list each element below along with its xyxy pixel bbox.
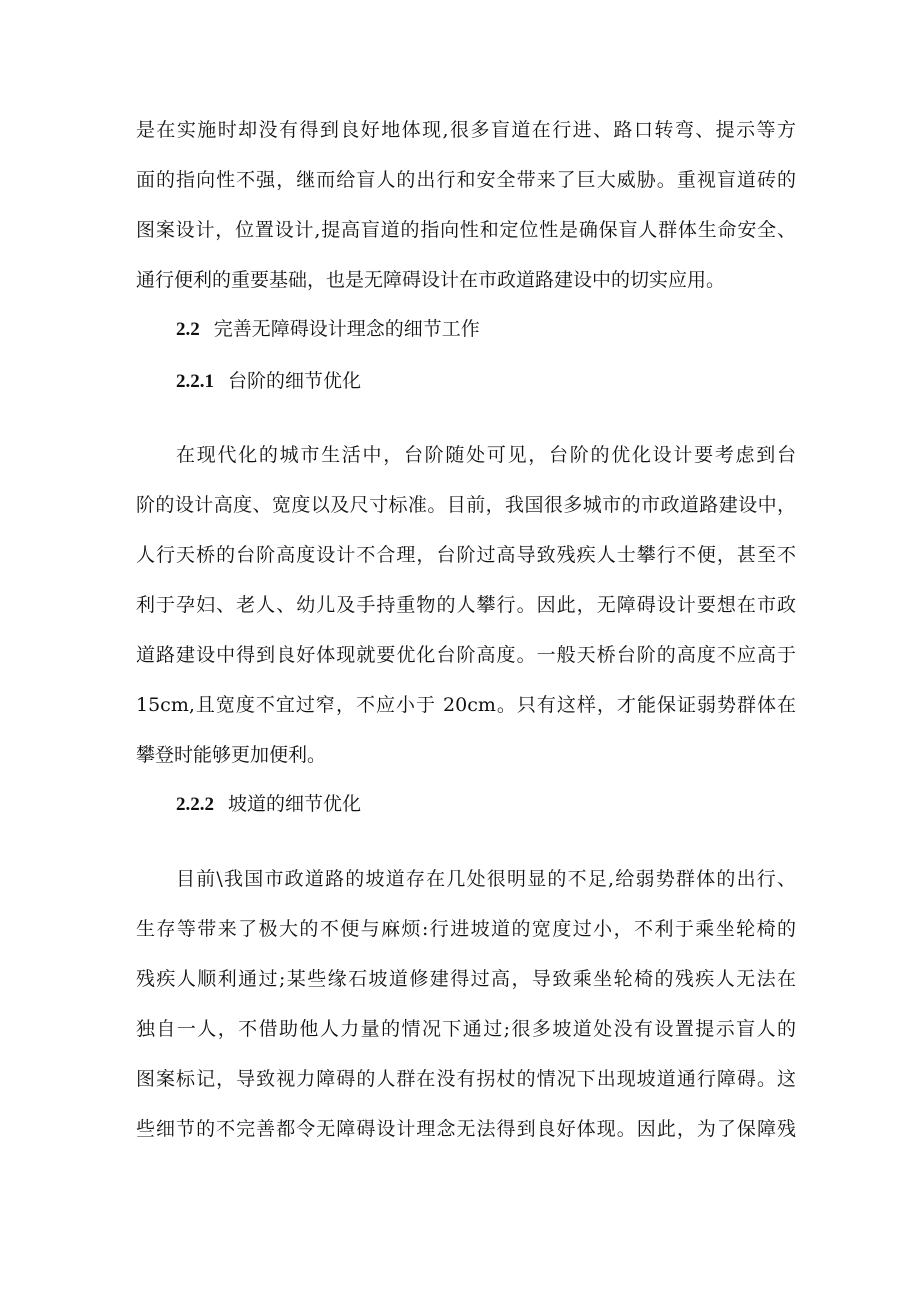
section-title: 台阶的细节优化 [228, 370, 362, 392]
paragraph-line: 15cm,且宽度不宜过窄，不应小于 20cm。只有这样，才能保证弱势群体在 [136, 694, 796, 716]
paragraph-line: 人行天桥的台阶高度设计不合理，台阶过高导致残疾人士攀行不便，甚至不 [136, 544, 796, 566]
paragraph-line: 面的指向性不强，继而给盲人的出行和安全带来了巨大威胁。重视盲道砖的 [136, 169, 796, 191]
paragraph-line: 阶的设计高度、宽度以及尺寸标准。目前，我国很多城市的市政道路建设中， [136, 494, 796, 516]
paragraph-line: 在现代化的城市生活中，台阶随处可见，台阶的优化设计要考虑到台 [176, 444, 796, 466]
paragraph-line: 通行便利的重要基础，也是无障碍设计在市政道路建设中的切实应用。 [136, 269, 726, 291]
section-title: 坡道的细节优化 [228, 793, 362, 815]
paragraph-line: 独自一人，不借助他人力量的情况下通过;很多坡道处没有设置提示盲人的 [136, 1018, 796, 1040]
paragraph-line: 些细节的不完善都令无障碍设计理念无法得到良好体现。因此，为了保障残 [136, 1118, 796, 1140]
section-heading-2-2-1 [176, 364, 361, 398]
section-heading-2-2 [176, 312, 480, 346]
paragraph-line: 残疾人顺利通过;某些缘石坡道修建得过高，导致乘坐轮椅的残疾人无法在 [136, 968, 796, 990]
paragraph-line: 生存等带来了极大的不便与麻烦:行进坡道的宽度过小，不利于乘坐轮椅的 [136, 918, 796, 940]
section-number: 2.2.2 [176, 794, 214, 815]
paragraph-line: 攀登时能够更加便利。 [136, 744, 327, 766]
section-title: 完善无障碍设计理念的细节工作 [213, 318, 480, 340]
section-heading-2-2-2 [176, 787, 361, 821]
paragraph-line: 道路建设中得到良好体现就要优化台阶高度。一般天桥台阶的高度不应高于 [136, 644, 796, 666]
paragraph-line: 图案设计，位置设计,提高盲道的指向性和定位性是确保盲人群体生命安全、 [136, 219, 796, 241]
section-number: 2.2 [176, 319, 200, 340]
paragraph-line: 图案标记，导致视力障碍的人群在没有拐杖的情况下出现坡道通行障碍。这 [136, 1068, 796, 1090]
section-number: 2.2.1 [176, 371, 214, 392]
paragraph-line: 目前\我国市政道路的坡道存在几处很明显的不足,给弱势群体的出行、 [176, 868, 796, 890]
paragraph-line: 是在实施时却没有得到良好地体现,很多盲道在行进、路口转弯、提示等方 [136, 119, 796, 141]
paragraph-line: 利于孕妇、老人、幼儿及手持重物的人攀行。因此，无障碍设计要想在市政 [136, 594, 796, 616]
